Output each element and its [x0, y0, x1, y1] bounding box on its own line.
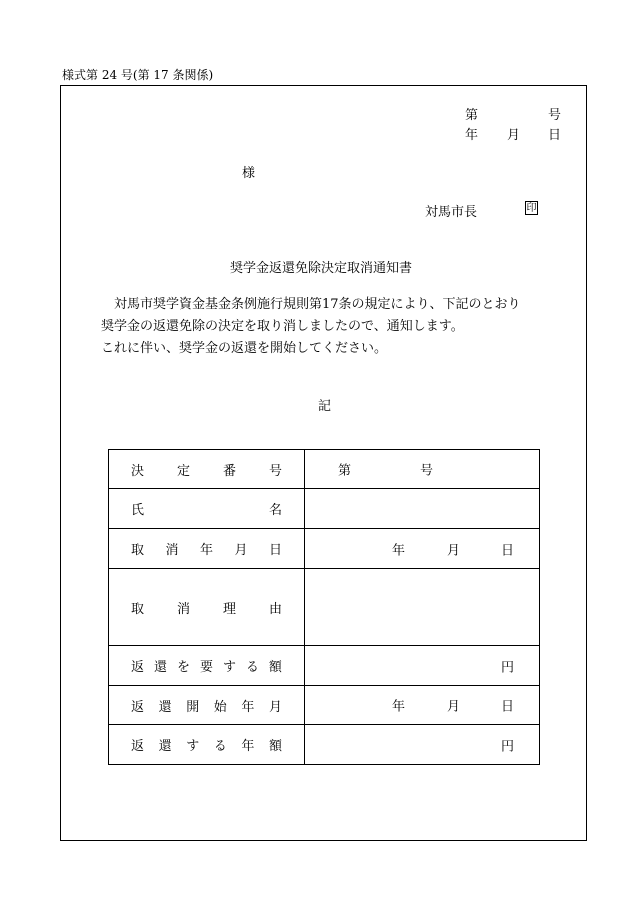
addressee-suffix: 様: [242, 166, 256, 181]
value-repayment-amount: [305, 646, 540, 686]
body-line-3: これに伴い、奨学金の返還を開始してください。: [101, 341, 388, 356]
label-char: る: [213, 739, 227, 754]
label-char: 年: [241, 739, 255, 754]
body-line-1: 対馬市奨学資金基金条例施行規則第17条の規定により、下記のとおり: [114, 297, 521, 312]
table-row: [109, 450, 540, 489]
label-char: す: [186, 739, 200, 754]
label-char: 還: [158, 699, 172, 715]
row-label-annual-repayment: [109, 725, 305, 765]
value-cancel-reason: [305, 569, 540, 646]
table-row: [109, 725, 540, 765]
label-char: 月: [268, 699, 282, 715]
label-char: 始: [213, 699, 227, 715]
value-text: 月: [447, 699, 461, 715]
label-char: 名: [268, 503, 282, 518]
document-title: 奨学金返還免除決定取消通知書: [230, 261, 413, 276]
label-char: 返: [131, 699, 145, 715]
form-label: 様式第 24 号(第 17 条関係): [62, 68, 214, 82]
label-char: 号: [268, 463, 282, 479]
value-text: 号: [420, 463, 434, 479]
label-char: 番: [222, 463, 236, 479]
label-char: 返: [131, 739, 145, 754]
value-text: 円: [501, 660, 515, 675]
seal-mark: 印: [526, 203, 537, 214]
label-char: 消: [176, 601, 190, 617]
value-annual-repayment: [305, 725, 540, 765]
label-char: 還: [158, 739, 172, 754]
label-char: 取: [131, 543, 145, 558]
value-text: 日: [501, 699, 515, 715]
table-row: [109, 646, 540, 686]
label-char: 還: [153, 660, 167, 675]
label-char: 額: [268, 660, 282, 675]
label-char: 理: [222, 601, 236, 617]
label-char: 氏: [131, 503, 145, 518]
value-text: 第: [338, 463, 352, 479]
label-char: 開: [186, 699, 200, 715]
row-label-repayment-amount: [109, 646, 305, 686]
number-prefix: 第: [465, 108, 479, 123]
label-char: 決: [131, 463, 145, 479]
value-text: 年: [392, 699, 406, 715]
table-row: [109, 529, 540, 569]
label-char: 取: [131, 601, 145, 617]
value-text: 円: [501, 739, 515, 754]
value-text: 月: [447, 543, 461, 558]
label-char: 日: [268, 543, 282, 558]
value-decision-number: [305, 450, 540, 489]
number-suffix: 号: [548, 108, 562, 123]
label-char: を: [176, 660, 190, 675]
label-char: 年: [241, 699, 255, 715]
label-char: 額: [268, 739, 282, 754]
date-year: 年: [465, 128, 479, 143]
table-row: [109, 686, 540, 725]
record-table: [108, 449, 540, 765]
label-char: 年: [199, 543, 213, 558]
date-month: 月: [507, 128, 521, 143]
label-char: る: [245, 660, 259, 675]
ki-heading: 記: [318, 399, 332, 414]
row-label-decision-number: [109, 450, 305, 489]
issuer: 対馬市長: [425, 205, 478, 220]
value-name: [305, 489, 540, 529]
value-text: 年: [392, 543, 406, 558]
value-cancel-date: [305, 529, 540, 569]
label-char: 消: [165, 543, 179, 558]
row-label-repayment-start: [109, 686, 305, 725]
label-char: す: [222, 660, 236, 675]
label-char: 月: [234, 543, 248, 558]
row-label-cancel-reason: [109, 569, 305, 646]
label-char: 要: [199, 660, 213, 675]
table-row: [109, 489, 540, 529]
label-char: 返: [131, 660, 145, 675]
label-char: 由: [268, 601, 282, 617]
row-label-cancel-date: [109, 529, 305, 569]
value-repayment-start: [305, 686, 540, 725]
value-text: 日: [501, 543, 515, 558]
table-row: [109, 569, 540, 646]
label-char: 定: [176, 463, 190, 479]
body-line-2: 奨学金の返還免除の決定を取り消しましたので、通知します。: [101, 319, 464, 334]
row-label-name: [109, 489, 305, 529]
date-day: 日: [548, 128, 562, 143]
